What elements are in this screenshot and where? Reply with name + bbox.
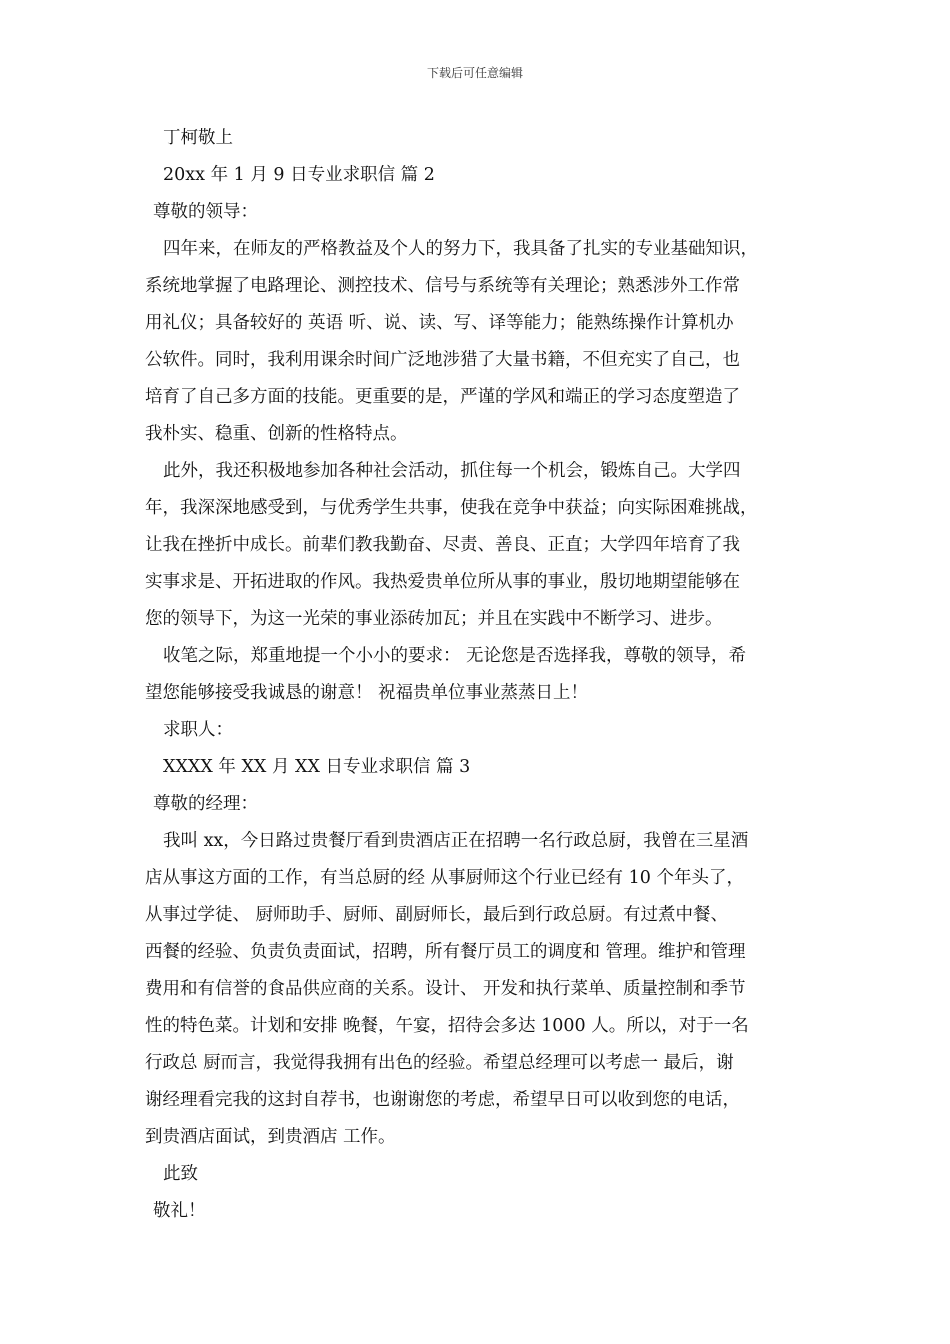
text-line: 行政总 厨而言，我觉得我拥有出色的经验。希望总经理可以考虑一 最后，谢 bbox=[145, 1053, 734, 1073]
text-line: 用礼仪；具备较好的 英语 听、说、读、写、译等能力；能熟练操作计算机办 bbox=[145, 313, 734, 333]
text-line: 让我在挫折中成长。前辈们教我勤奋、尽责、善良、正直；大学四年培育了我 bbox=[145, 535, 740, 555]
text-line: 店从事这方面的工作，有当总厨的经 从事厨师这个行业已经有 10 个年头了， bbox=[145, 868, 744, 888]
text-line: 到贵酒店面试，到贵酒店 工作。 bbox=[145, 1127, 396, 1147]
text-line: 丁柯敬上 bbox=[163, 128, 233, 148]
page-header: 下载后可任意编辑 bbox=[426, 66, 523, 80]
text-line: 20xx 年 1 月 9 日专业求职信 篇 2 bbox=[163, 165, 435, 185]
text-line: 此外，我还积极地参加各种社会活动，抓住每一个机会，锻炼自己。大学四 bbox=[163, 461, 741, 481]
text-line: 尊敬的经理： bbox=[153, 794, 258, 814]
text-line: 您的领导下，为这一光荣的事业添砖加瓦；并且在实践中不断学习、进步。 bbox=[145, 609, 723, 629]
text-line: 此致 bbox=[163, 1164, 198, 1184]
text-line: 求职人： bbox=[163, 720, 233, 740]
text-line: 收笔之际，郑重地提一个小小的要求： 无论您是否选择我，尊敬的领导，希 bbox=[163, 646, 747, 666]
text-line: 敬礼！ bbox=[153, 1201, 206, 1221]
text-line: 我叫 xx，今日路过贵餐厅看到贵酒店正在招聘一名行政总厨，我曾在三星酒 bbox=[163, 831, 749, 851]
text-line: XXXX 年 XX 月 XX 日专业求职信 篇 3 bbox=[163, 757, 471, 777]
text-line: 系统地掌握了电路理论、测控技术、信号与系统等有关理论；熟悉涉外工作常 bbox=[145, 276, 740, 296]
document-body bbox=[145, 120, 810, 1230]
text-line: 实事求是、开拓进取的作风。我热爱贵单位所从事的事业，殷切地期望能够在 bbox=[145, 572, 740, 592]
text-line: 公软件。同时，我利用课余时间广泛地涉猎了大量书籍，不但充实了自己，也 bbox=[145, 350, 740, 370]
text-line: 培育了自己多方面的技能。更重要的是，严谨的学风和端正的学习态度塑造了 bbox=[145, 387, 740, 407]
text-line: 费用和有信誉的食品供应商的关系。设计、 开发和执行菜单、质量控制和季节 bbox=[145, 979, 746, 999]
text-line: 西餐的经验、负责负责面试，招聘，所有餐厅员工的调度和 管理。维护和管理 bbox=[145, 942, 746, 962]
text-line: 望您能够接受我诚恳的谢意！ 祝福贵单位事业蒸蒸日上！ bbox=[145, 683, 589, 703]
text-line: 年，我深深地感受到，与优秀学生共事，使我在竞争中获益；向实际困难挑战， bbox=[145, 498, 758, 518]
text-line: 我朴实、稳重、创新的性格特点。 bbox=[145, 424, 408, 444]
text-line: 谢经理看完我的这封自荐书，也谢谢您的考虑，希望早日可以收到您的电话， bbox=[145, 1090, 740, 1110]
text-line: 从事过学徒、 厨师助手、厨师、副厨师长，最后到行政总厨。有过煮中餐、 bbox=[145, 905, 729, 925]
text-line: 性的特色菜。计划和安排 晚餐，午宴，招待会多达 1000 人。所以，对于一名 bbox=[145, 1016, 749, 1036]
text-line: 四年来，在师友的严格教益及个人的努力下，我具备了扎实的专业基础知识， bbox=[163, 239, 758, 259]
text-line: 尊敬的领导： bbox=[153, 202, 258, 222]
